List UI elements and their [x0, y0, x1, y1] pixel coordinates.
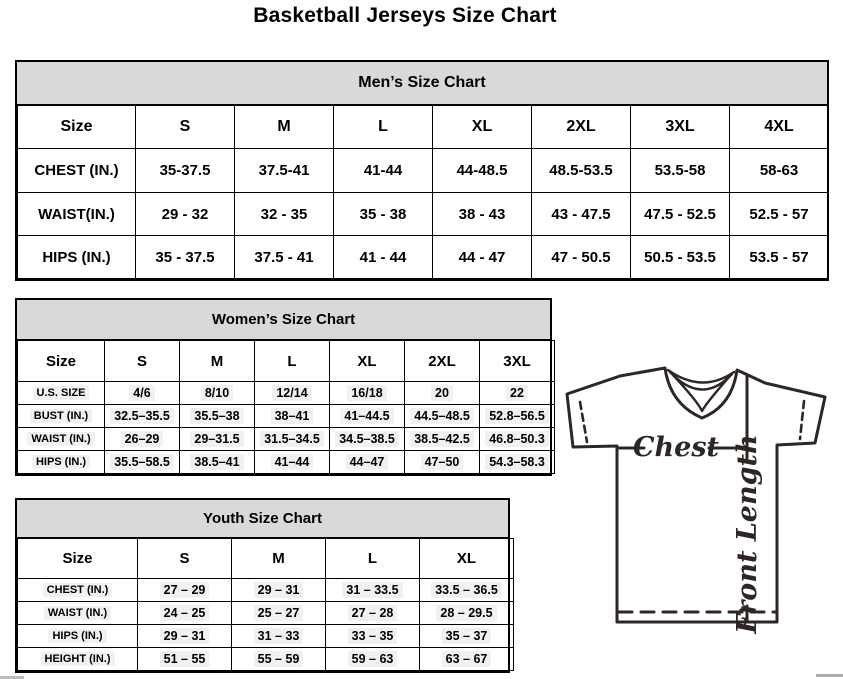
cell-value: 46.8–50.3 [485, 431, 549, 447]
cell-value: 24 – 25 [160, 605, 210, 621]
cell-value: 26–29 [121, 431, 164, 447]
table-cell [480, 451, 555, 474]
table-cell [105, 451, 180, 474]
table-cell [136, 149, 235, 193]
page-title: Basketball Jerseys Size Chart [253, 4, 557, 27]
table-cell [180, 428, 255, 451]
row-label-text: HIPS (IN.) [48, 629, 106, 643]
column-header [136, 106, 235, 149]
cell-value: 22 [506, 385, 528, 401]
table-cell [255, 405, 330, 428]
table-cell [480, 382, 555, 405]
womens-size-table-grid [17, 340, 555, 474]
row-label [18, 428, 105, 451]
table-cell [105, 405, 180, 428]
row-label [18, 648, 138, 671]
cell-value: 38.5–41 [190, 454, 243, 470]
cell-value: 32.5–35.5 [110, 408, 174, 424]
table-row [18, 579, 514, 602]
table-cell [631, 149, 730, 193]
cell-value: 29–31.5 [190, 431, 243, 447]
horizontal-scrollbar-right-fragment[interactable] [816, 674, 843, 677]
cell-value: 48.5-53.5 [549, 162, 613, 179]
youth-size-table [15, 498, 510, 673]
cell-value: 44 - 47 [458, 248, 506, 266]
column-header-label: Size [45, 352, 76, 370]
table-cell [334, 149, 433, 193]
jersey-outline [567, 368, 825, 622]
cell-value: 44.5–48.5 [410, 408, 474, 424]
table-cell [405, 451, 480, 474]
jersey-diagram [556, 358, 838, 658]
row-label-text: HEIGHT (IN.) [41, 652, 115, 666]
cell-value: 52.5 - 57 [749, 205, 809, 223]
column-header-label: S [179, 550, 190, 567]
column-header-label: L [367, 550, 378, 567]
table-cell [433, 193, 532, 236]
table-cell [433, 236, 532, 279]
cell-value: 8/10 [201, 385, 233, 401]
cell-value: 31.5–34.5 [260, 431, 324, 447]
cell-value: 38 - 43 [458, 205, 506, 223]
cell-value: 53.5-58 [654, 162, 706, 179]
column-header [420, 539, 514, 579]
column-header-label: XL [357, 352, 377, 370]
column-header [730, 106, 829, 149]
table-cell [480, 405, 555, 428]
column-header [326, 539, 420, 579]
column-header [334, 106, 433, 149]
table-cell [330, 428, 405, 451]
table-row [18, 648, 514, 671]
column-header-label: M [277, 118, 291, 135]
table-cell [334, 236, 433, 279]
column-header-label: M [210, 352, 224, 370]
table-row [18, 382, 555, 405]
row-label [18, 579, 138, 602]
column-header [138, 539, 232, 579]
table-cell [105, 382, 180, 405]
cell-value: 12/14 [272, 385, 311, 401]
column-header-label: S [179, 118, 191, 135]
table-cell [105, 428, 180, 451]
table-cell [334, 193, 433, 236]
cell-value: 35-37.5 [159, 162, 211, 179]
chest-label: Chest [633, 432, 719, 463]
cell-value: 37.5-41 [258, 162, 310, 179]
table-cell [138, 602, 232, 625]
column-header [235, 106, 334, 149]
row-label [18, 625, 138, 648]
table-row [18, 625, 514, 648]
row-label-text: WAIST (IN.) [44, 606, 111, 620]
cell-value: 59 – 63 [348, 651, 398, 667]
row-label-text: CHEST (IN.) [34, 162, 119, 179]
table-cell [255, 451, 330, 474]
cell-value: 29 – 31 [254, 582, 304, 598]
cell-value: 34.5–38.5 [335, 431, 399, 447]
table-row [18, 451, 555, 474]
mens-size-table-grid [17, 105, 829, 279]
table-row [18, 193, 829, 236]
column-header [405, 341, 480, 382]
size-header-row [18, 106, 829, 149]
row-label-text: CHEST (IN.) [43, 583, 113, 597]
table-cell [232, 602, 326, 625]
table-cell [420, 648, 514, 671]
table-cell [235, 193, 334, 236]
row-label-text: BUST (IN.) [30, 409, 92, 423]
row-label-text: WAIST(IN.) [38, 205, 115, 223]
table-cell [180, 451, 255, 474]
table-cell [730, 236, 829, 279]
table-cell [326, 579, 420, 602]
table-cell [420, 602, 514, 625]
youth-size-table-grid [17, 538, 514, 671]
cell-value: 31 – 33.5 [342, 582, 402, 598]
table-row [18, 602, 514, 625]
column-header [18, 106, 136, 149]
table-cell [330, 451, 405, 474]
cell-value: 44-48.5 [456, 162, 508, 179]
column-header [330, 341, 405, 382]
row-label [18, 236, 136, 279]
cell-value: 47.5 - 52.5 [644, 205, 716, 223]
row-label [18, 602, 138, 625]
column-header-label: Size [60, 118, 93, 135]
table-cell [433, 149, 532, 193]
table-cell [136, 193, 235, 236]
womens-size-table-title: Women’s Size Chart [17, 300, 550, 340]
table-cell [631, 236, 730, 279]
table-row [18, 428, 555, 451]
column-header-label: 2XL [566, 118, 596, 135]
cell-value: 25 – 27 [254, 605, 304, 621]
column-header-label: XL [456, 550, 477, 567]
column-header [631, 106, 730, 149]
womens-size-table [15, 298, 552, 476]
column-header-label: 2XL [428, 352, 456, 370]
cell-value: 38.5–42.5 [410, 431, 474, 447]
column-header-label: XL [471, 118, 493, 135]
table-cell [420, 625, 514, 648]
cell-value: 58-63 [759, 162, 799, 179]
youth-size-table-title: Youth Size Chart [17, 500, 508, 538]
row-label [18, 382, 105, 405]
mens-size-table-title: Men’s Size Chart [17, 62, 827, 105]
table-cell [235, 149, 334, 193]
table-cell [532, 193, 631, 236]
right-cuff-seam [800, 401, 804, 439]
column-header-label: L [287, 352, 297, 370]
cell-value: 63 – 67 [442, 651, 492, 667]
row-label-text: WAIST (IN.) [27, 432, 94, 446]
cell-value: 35.5–58.5 [110, 454, 174, 470]
cell-value: 53.5 - 57 [749, 248, 809, 266]
table-cell [532, 149, 631, 193]
cell-value: 54.3–58.3 [485, 454, 549, 470]
table-cell [138, 579, 232, 602]
column-header [433, 106, 532, 149]
cell-value: 33.5 – 36.5 [431, 582, 502, 598]
table-cell [480, 428, 555, 451]
cell-value: 32 - 35 [260, 205, 308, 223]
cell-value: 27 – 28 [348, 605, 398, 621]
table-cell [232, 625, 326, 648]
column-header-label: L [378, 118, 388, 135]
row-label [18, 405, 105, 428]
table-cell [405, 428, 480, 451]
cell-value: 41–44 [271, 454, 314, 470]
table-cell [405, 382, 480, 405]
column-header-label: 4XL [764, 118, 794, 135]
column-header [18, 341, 105, 382]
column-header [180, 341, 255, 382]
cell-value: 16/18 [347, 385, 386, 401]
column-header-label: 3XL [503, 352, 531, 370]
size-header-row [18, 539, 514, 579]
table-cell [136, 236, 235, 279]
table-cell [235, 236, 334, 279]
row-label [18, 193, 136, 236]
cell-value: 4/6 [129, 385, 154, 401]
cell-value: 29 – 31 [160, 628, 210, 644]
table-cell [138, 625, 232, 648]
row-label-text: HIPS (IN.) [32, 455, 90, 469]
size-header-row [18, 341, 555, 382]
cell-value: 43 - 47.5 [551, 205, 611, 223]
cell-value: 33 – 35 [348, 628, 398, 644]
table-cell [631, 193, 730, 236]
column-header [18, 539, 138, 579]
column-header-label: M [272, 550, 285, 567]
column-header [105, 341, 180, 382]
table-cell [405, 405, 480, 428]
cell-value: 37.5 - 41 [254, 248, 314, 266]
column-header [232, 539, 326, 579]
table-cell [232, 648, 326, 671]
cell-value: 28 – 29.5 [436, 605, 496, 621]
cell-value: 29 - 32 [161, 205, 209, 223]
cell-value: 35 - 37.5 [155, 248, 215, 266]
column-header-label: S [136, 352, 147, 370]
cell-value: 31 – 33 [254, 628, 304, 644]
cell-value: 55 – 59 [254, 651, 304, 667]
column-header-label: Size [62, 550, 93, 567]
column-header [255, 341, 330, 382]
table-cell [330, 405, 405, 428]
mens-size-table [15, 60, 829, 281]
cell-value: 38–41 [271, 408, 314, 424]
table-cell [180, 405, 255, 428]
table-cell [232, 579, 326, 602]
cell-value: 41–44.5 [340, 408, 393, 424]
table-cell [330, 382, 405, 405]
column-header [480, 341, 555, 382]
column-header [532, 106, 631, 149]
cell-value: 35.5–38 [190, 408, 243, 424]
cell-value: 27 – 29 [160, 582, 210, 598]
cell-value: 51 – 55 [160, 651, 210, 667]
collar-seam [668, 370, 734, 411]
table-row [18, 236, 829, 279]
table-cell [730, 149, 829, 193]
cell-value: 41 - 44 [359, 248, 407, 266]
cell-value: 47–50 [421, 454, 464, 470]
table-cell [326, 625, 420, 648]
cell-value: 35 - 38 [359, 205, 407, 223]
table-cell [255, 428, 330, 451]
cell-value: 47 - 50.5 [551, 248, 611, 266]
row-label-text: HIPS (IN.) [42, 248, 111, 266]
cell-value: 41-44 [363, 162, 403, 179]
table-cell [730, 193, 829, 236]
cell-value: 50.5 - 53.5 [644, 248, 716, 266]
cell-value: 35 – 37 [442, 628, 492, 644]
table-cell [532, 236, 631, 279]
front-length-label: Front Length [732, 434, 763, 634]
table-row [18, 405, 555, 428]
left-cuff-seam [580, 402, 587, 442]
table-row [18, 149, 829, 193]
row-label-text: U.S. SIZE [33, 386, 90, 400]
row-label [18, 149, 136, 193]
table-cell [255, 382, 330, 405]
table-cell [326, 648, 420, 671]
column-header-label: 3XL [665, 118, 695, 135]
table-cell [326, 602, 420, 625]
cell-value: 52.8–56.5 [485, 408, 549, 424]
table-cell [138, 648, 232, 671]
cell-value: 20 [431, 385, 453, 401]
table-cell [420, 579, 514, 602]
table-cell [180, 382, 255, 405]
cell-value: 44–47 [346, 454, 389, 470]
row-label [18, 451, 105, 474]
